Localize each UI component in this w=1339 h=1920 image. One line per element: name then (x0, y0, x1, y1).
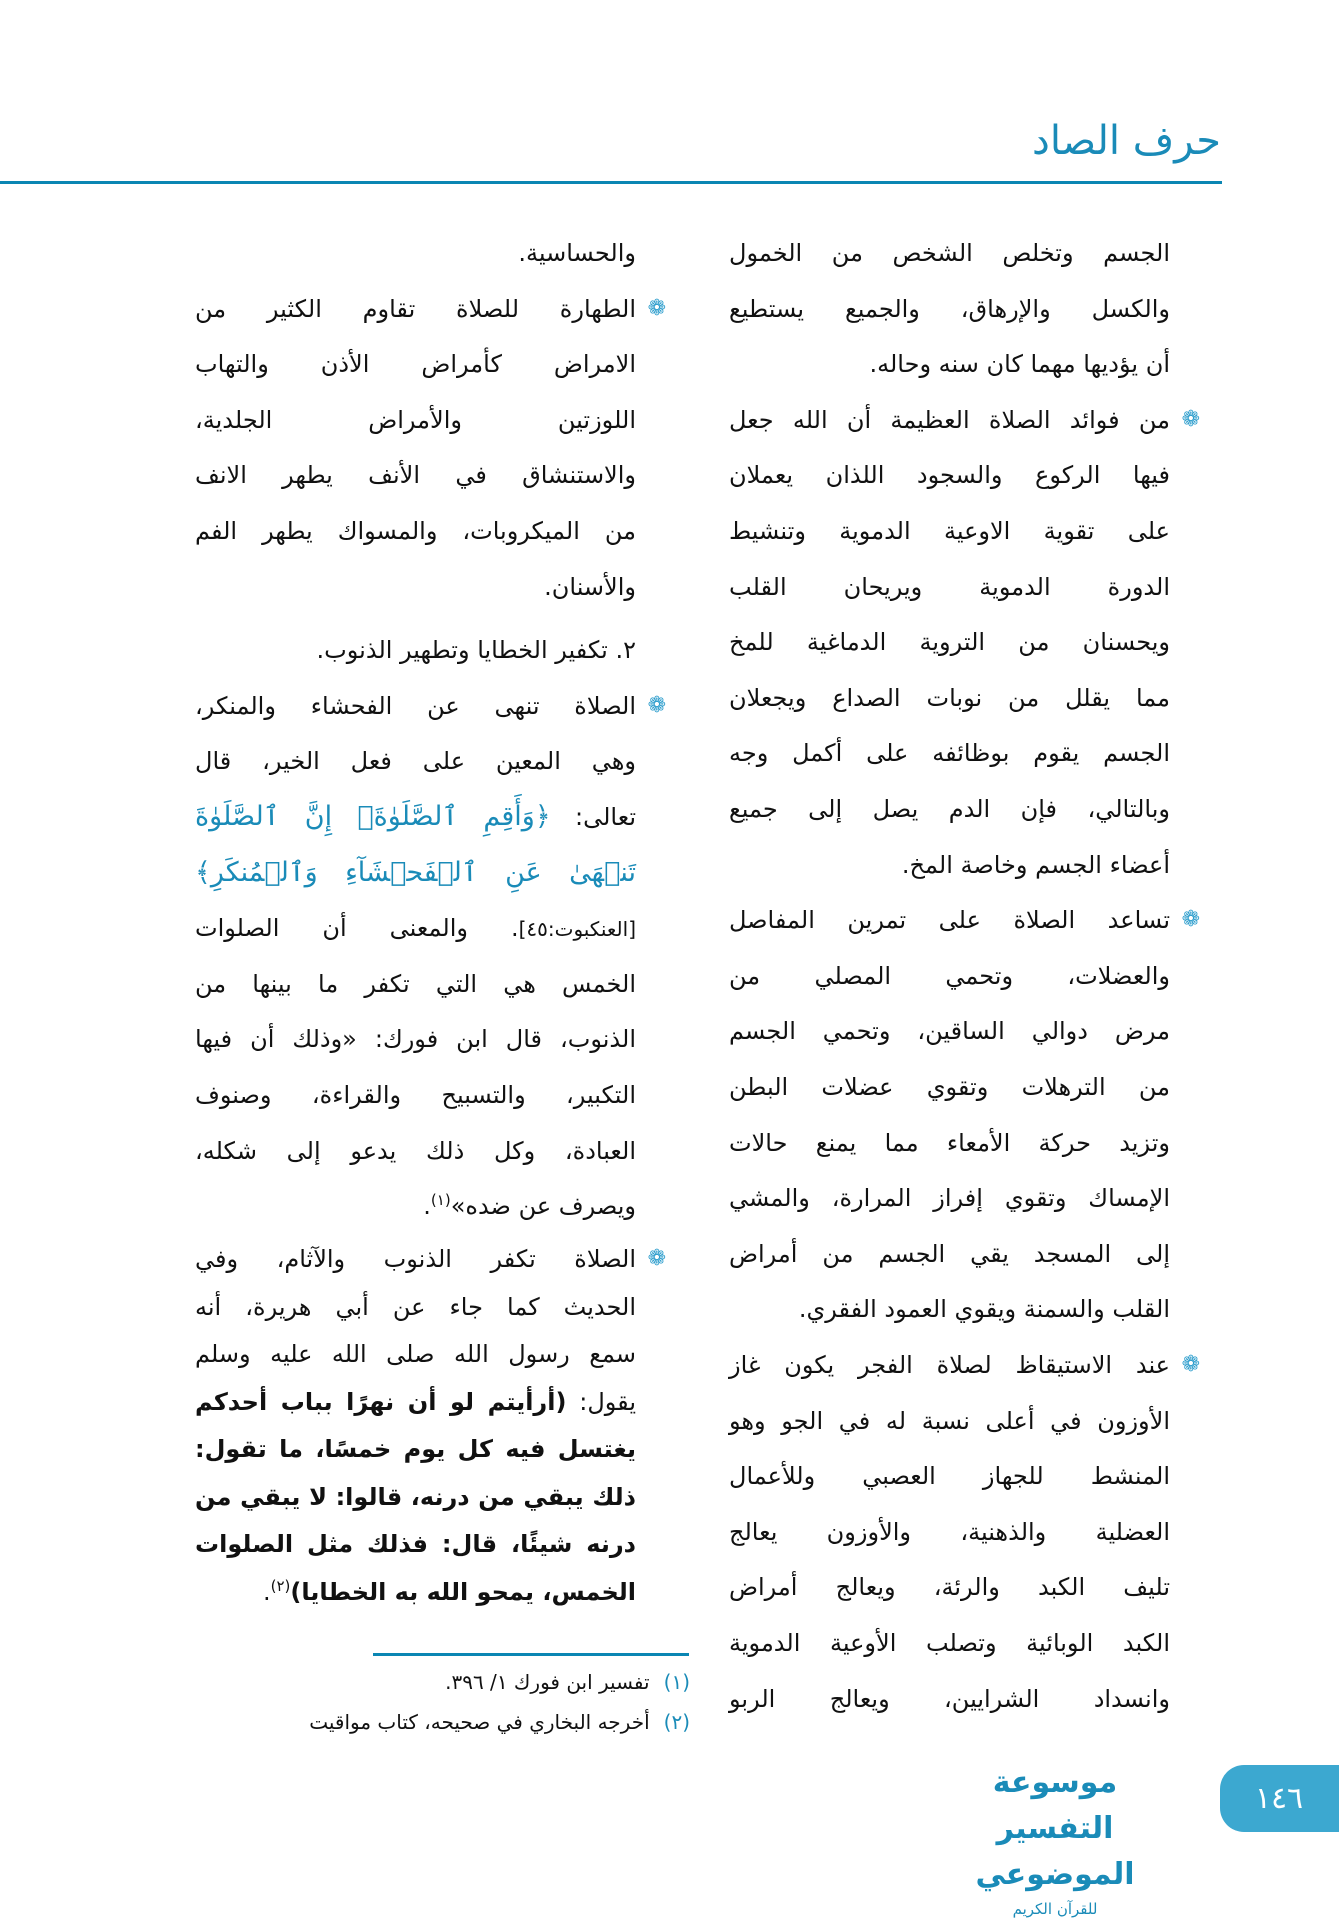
hadith-text: يغتسل فيه كل يوم خمسًا، ما تقول: (195, 1435, 636, 1463)
text-line (729, 1286, 1170, 1332)
line-text: مرض دوالي الساقين، وتحمي الجسم (729, 1017, 1170, 1046)
flower-bullet-icon: ❁ (647, 295, 666, 321)
text-line (729, 452, 1170, 498)
text-line (729, 1120, 1170, 1166)
line-text: تعالى: (550, 803, 636, 831)
text-line (729, 842, 1170, 888)
text-line (729, 1231, 1170, 1277)
line-text: . (262, 1577, 271, 1606)
line-text: والاستنشاق في الأنف يطهر الانف (195, 461, 636, 490)
line-text: من فوائد الصلاة العظيمة أن الله جعل (729, 405, 1170, 434)
text-line (195, 397, 636, 443)
text-line (195, 794, 636, 840)
text-line (729, 1342, 1200, 1388)
text-line (195, 1183, 636, 1229)
text-line (729, 675, 1170, 721)
text-line (195, 1236, 666, 1282)
line-text: [العنكبوت:٤٥] (518, 917, 636, 942)
text-line (195, 905, 636, 951)
text-line (729, 619, 1170, 665)
line-text: ويحسنان من التروية الدماغية للمخ (729, 628, 1170, 657)
text-line (195, 230, 636, 276)
page-number: ١٤٦ (1220, 1765, 1339, 1832)
line-text: فيها الركوع والسجود اللذان يعملان (729, 461, 1170, 490)
line-text: الدورة الدموية ويريحان القلب (729, 572, 1170, 601)
line-text: الذنوب، قال ابن فورك: «وذلك أن فيها (195, 1025, 636, 1054)
flower-bullet-icon: ❁ (1181, 1352, 1200, 1377)
footnote-ref: (٢) (270, 1576, 291, 1595)
line-text: والأسنان. (544, 572, 636, 601)
text-line (729, 508, 1170, 554)
line-text: تساعد الصلاة على تمرين المفاصل (729, 906, 1170, 935)
line-text: على تقوية الاوعية الدموية وتنشيط (729, 517, 1170, 545)
flower-bullet-icon: ❁ (1181, 406, 1200, 432)
line-text: ٢. تكفير الخطايا وتطهير الذنوب. (316, 636, 636, 665)
text-line (195, 627, 636, 673)
text-line (729, 1008, 1170, 1054)
hadith-text: درنه شيئًا، قال: فذلك مثل الصلوات (195, 1530, 636, 1558)
text-line (195, 1016, 636, 1062)
line-text: عند الاستيقاظ لصلاة الفجر يكون غاز (729, 1351, 1170, 1379)
text-line (729, 953, 1170, 999)
line-text: وانسداد الشرايين، ويعالج الربو (729, 1684, 1170, 1713)
line-text: الكبد الوبائية وتصلب الأوعية الدموية (729, 1629, 1170, 1657)
line-text: والكسل والإرهاق، والجميع يستطيع (729, 294, 1170, 323)
text-line (729, 1453, 1170, 1499)
footnote-divider (373, 1653, 689, 1656)
footnote-number: (٢) (663, 1710, 690, 1734)
line-text: سمع رسول الله صلى الله عليه وسلم (195, 1340, 636, 1368)
line-text: . (423, 1192, 431, 1221)
line-text: ويصرف عن ضده» (450, 1192, 636, 1221)
footnote-1 (200, 1664, 690, 1700)
line-text: اللوزتين والأمراض الجلدية، (195, 405, 636, 434)
line-text: الحديث كما جاء عن أبي هريرة، أنه (195, 1292, 636, 1321)
text-line (195, 341, 636, 387)
footnote-text: أخرجه البخاري في صحيحه، كتاب مواقيت (309, 1710, 650, 1734)
line-text: وهي المعين على فعل الخير، قال (195, 747, 636, 776)
line-text: الإمساك وتقوي إفراز المرارة، والمشي (729, 1184, 1170, 1213)
text-line (729, 1509, 1170, 1555)
line-text: العبادة، وكل ذلك يدعو إلى شكله، (195, 1136, 636, 1165)
footnote-ref: (١) (430, 1191, 451, 1210)
text-line (195, 1474, 636, 1520)
hadith-text: (أرأيتم لو أن نهرًا بباب أحدكم (195, 1387, 567, 1416)
text-line (195, 1521, 636, 1567)
text-line (729, 230, 1170, 276)
text-line (729, 786, 1170, 832)
text-line (195, 738, 636, 784)
text-line (195, 564, 636, 610)
line-text: وتزيد حركة الأمعاء مما يمنع حالات (729, 1128, 1170, 1157)
line-text: . والمعنى أن الصلوات (195, 914, 519, 943)
flower-bullet-icon: ❁ (647, 1246, 666, 1271)
line-text: الجسم يقوم بوظائفه على أكمل وجه (729, 739, 1170, 768)
line-text: يقول: (566, 1387, 637, 1416)
text-line (195, 1072, 636, 1118)
line-text: المنشط للجهاز العصبي وللأعمال (729, 1462, 1170, 1491)
text-line (195, 1379, 636, 1425)
text-line (729, 1676, 1170, 1722)
text-line (195, 1128, 636, 1174)
quran-verse: تَنۡهَىٰ عَنِ ٱلۡفَحۡشَآءِ وَٱلۡمُنكَرِ﴾ (195, 856, 636, 888)
line-text: الصلاة تكفر الذنوب والآثام، وفي (195, 1245, 636, 1273)
text-line (729, 1398, 1170, 1444)
line-text: القلب والسمنة ويقوي العمود الفقري. (798, 1295, 1170, 1324)
line-text: أعضاء الجسم وخاصة المخ. (901, 850, 1170, 879)
text-line (195, 1426, 636, 1472)
line-text: والحساسية. (518, 239, 636, 267)
line-text: الأوزون في أعلى نسبة له في الجو وهو (729, 1406, 1170, 1435)
line-text: التكبير، والتسبيح والقراءة، وصنوف (195, 1081, 636, 1109)
header-divider (0, 181, 1222, 184)
text-line (729, 1564, 1170, 1610)
line-text: والعضلات، وتحمي المصلي من (729, 961, 1170, 990)
text-line (729, 564, 1170, 610)
line-text: تليف الكبد والرئة، ويعالج أمراض (729, 1573, 1170, 1602)
quran-verse: ﴿وَأَقِمِ ٱلصَّلَوٰةَۖ إِنَّ ٱلصَّلَوٰةَ (195, 801, 551, 832)
encyclopedia-logo (930, 1760, 1180, 1918)
text-line (195, 452, 636, 498)
flower-bullet-icon: ❁ (1181, 907, 1200, 933)
text-line (729, 1175, 1170, 1221)
hadith-text: الخمس، يمحو الله به الخطايا) (290, 1577, 636, 1606)
text-line (729, 341, 1170, 387)
line-text: وبالتالي، فإن الدم يصل إلى جميع (729, 795, 1170, 823)
footnote-2 (200, 1704, 690, 1740)
text-line (729, 1064, 1170, 1110)
text-line (195, 683, 666, 729)
text-line (195, 1284, 636, 1330)
line-text: إلى المسجد يقي الجسم من أمراض (729, 1239, 1170, 1268)
text-line (729, 897, 1200, 943)
line-text: الامراض كأمراض الأذن والتهاب (195, 350, 636, 379)
line-text: مما يقلل من نوبات الصداع ويجعلان (729, 683, 1170, 712)
footnote-text: تفسير ابن فورك ١/ ٣٩٦. (445, 1670, 650, 1694)
text-line (195, 1331, 636, 1377)
text-line (729, 397, 1200, 443)
text-line (195, 286, 666, 332)
flower-bullet-icon: ❁ (647, 692, 666, 718)
text-line (729, 1620, 1170, 1666)
line-text: أن يؤديها مهما كان سنه وحاله. (869, 350, 1170, 379)
line-text: من الميكروبات، والمسواك يطهر الفم (195, 517, 636, 545)
line-text: الطهارة للصلاة تقاوم الكثير من (195, 294, 636, 323)
text-line (195, 1569, 636, 1615)
hadith-text: ذلك يبقي من درنه، قالوا: لا يبقي من (195, 1482, 636, 1511)
text-line (729, 286, 1170, 332)
text-line (195, 850, 636, 896)
text-line (729, 730, 1170, 776)
chapter-title: حرف الصاد (1032, 118, 1221, 164)
line-text: الصلاة تنهى عن الفحشاء والمنكر، (195, 691, 636, 720)
logo-title: موسوعة التفسير الموضوعي (975, 1765, 1135, 1892)
logo-subtitle: للقرآن الكريم (1012, 1900, 1098, 1918)
text-line (195, 961, 636, 1007)
line-text: العضلية والذهنية، والأوزون يعالج (729, 1517, 1170, 1546)
text-line (195, 508, 636, 554)
line-text: من الترهلات وتقوي عضلات البطن (729, 1073, 1170, 1101)
line-text: الخمس هي التي تكفر ما بينها من (195, 969, 636, 998)
line-text: الجسم وتخلص الشخص من الخمول (729, 239, 1170, 267)
footnote-number: (١) (663, 1670, 690, 1694)
